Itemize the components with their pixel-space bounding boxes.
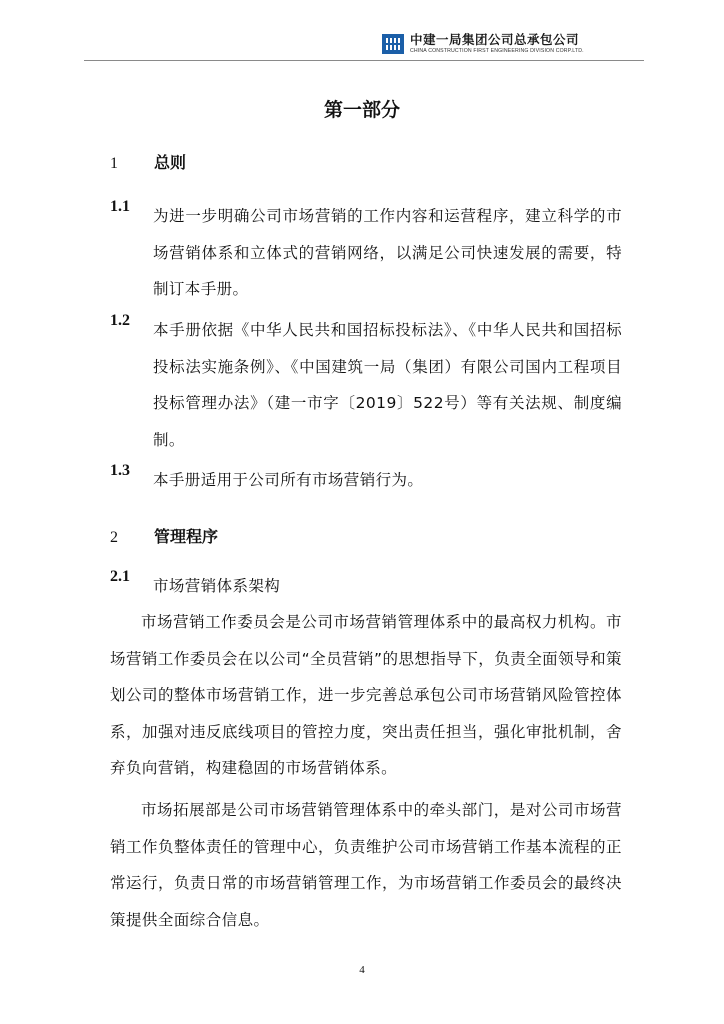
company-name-cn: 中建一局集团公司总承包公司 — [410, 32, 580, 47]
paragraph-marketing-committee: 市场营销工作委员会是公司市场营销管理体系中的最高权力机构。市场营销工作委员会在以公司“全员营销”的思想指导下，负责全面领导和策划公司的整体市场营销工作，进一步完善总承包公司市场营销风险管控体系，加强对违反底线项目的管控力度，突出责任担当，强化审批机制，舍弃负向营销，构建稳固的市场营销体系。 — [110, 613, 622, 778]
clause-number: 1.1 — [110, 198, 130, 215]
cscec-logo-icon — [382, 34, 404, 54]
section-label: 管理程序 — [154, 527, 219, 546]
clause-1-1 — [110, 198, 622, 308]
section-number: 2 — [110, 529, 118, 546]
clause-text: 市场营销体系架构 — [153, 577, 281, 595]
clause-number: 1.3 — [110, 462, 130, 479]
paragraph-market-dept: 市场拓展部是公司市场营销管理体系中的牵头部门，是对公司市场营销工作负整体责任的管理中心，负责维护公司市场营销工作基本流程的正常运行，负责日常的市场营销管理工作，为市场营销工作委员会的最终决策提供全面综合信息。 — [110, 801, 622, 929]
page-title: 第一部分 — [323, 99, 400, 121]
section-number: 1 — [110, 155, 118, 172]
clause-text: 本手册适用于公司所有市场营销行为。 — [153, 471, 424, 489]
clause-text: 本手册依据《中华人民共和国招标投标法》、《中华人民共和国招标投标法实施条例》、《中国建筑一局（集团）有限公司国内工程项目投标管理办法》（建一市字〔2019〕522号）等有关法规、制度编制。 — [153, 321, 622, 449]
company-logo — [382, 33, 584, 55]
header-divider — [84, 60, 644, 61]
page-header — [0, 0, 724, 70]
clause-number: 1.2 — [110, 312, 130, 329]
clause-number: 2.1 — [110, 568, 130, 585]
section-1-heading — [110, 150, 186, 173]
company-name-en: CHINA CONSTRUCTION FIRST ENGINEERING DIVISION CORP.LTD. — [410, 48, 584, 54]
clause-1-2 — [110, 312, 622, 458]
section-label: 总则 — [154, 153, 187, 172]
page-number: 4 — [359, 964, 365, 976]
clause-text: 为进一步明确公司市场营销的工作内容和运营程序，建立科学的市场营销体系和立体式的营销网络，以满足公司快速发展的需要，特制订本手册。 — [153, 207, 622, 298]
clause-2-1 — [110, 568, 622, 605]
clause-1-3 — [110, 462, 622, 499]
section-2-heading — [110, 524, 218, 547]
